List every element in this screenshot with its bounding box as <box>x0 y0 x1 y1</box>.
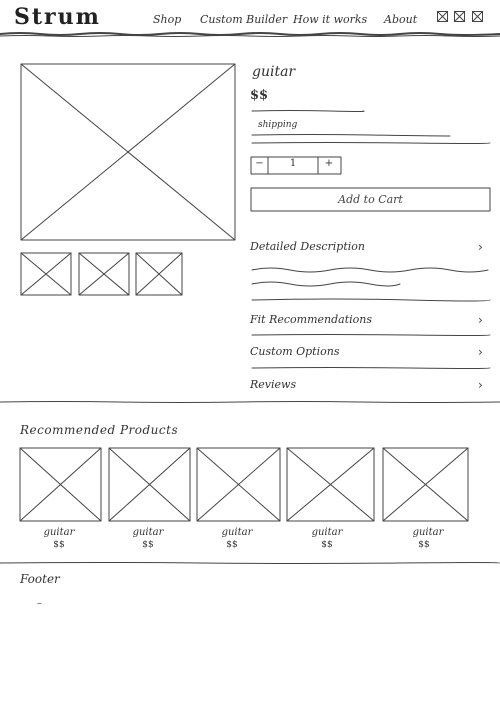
description-text-placeholder <box>250 262 492 306</box>
cart-icon[interactable] <box>472 11 483 22</box>
footer-divider <box>0 560 500 566</box>
recommended-product-image-5[interactable] <box>382 447 470 523</box>
section-divider <box>0 398 500 406</box>
add-to-cart-button[interactable]: Add to Cart <box>338 193 403 206</box>
recommended-product-name-5[interactable]: guitar <box>412 527 444 538</box>
recommended-title: Recommended Products <box>20 423 179 437</box>
header-divider <box>0 30 500 38</box>
header <box>0 0 500 40</box>
shipping-label: shipping <box>258 120 298 130</box>
shipping-lines <box>250 132 495 146</box>
heart-icon[interactable] <box>454 11 465 22</box>
chevron-right-icon: › <box>478 240 483 254</box>
quantity-plus-button[interactable]: + <box>324 158 334 169</box>
product-thumbnail-3[interactable] <box>135 252 183 296</box>
accordion-fit-recommendations[interactable] <box>250 309 492 329</box>
quantity-input[interactable]: 1 <box>289 158 297 169</box>
product-main-image[interactable] <box>19 62 237 242</box>
accordion-divider <box>250 366 492 370</box>
recommended-product-name-4[interactable]: guitar <box>311 527 343 538</box>
footer-title: Footer <box>20 572 60 586</box>
recommended-product-image-2[interactable] <box>108 447 192 523</box>
logo[interactable]: Strum <box>14 4 101 30</box>
chevron-right-icon: › <box>478 378 483 392</box>
accordion-label: Custom Options <box>250 345 340 358</box>
chevron-right-icon: › <box>478 313 483 327</box>
product-price: $$ <box>250 88 269 103</box>
accordion-divider <box>250 333 492 337</box>
accordion-custom-options[interactable] <box>250 342 492 362</box>
nav-about[interactable]: About <box>384 13 418 26</box>
recommended-product-price-2: $$ <box>142 540 154 550</box>
recommended-product-image-4[interactable] <box>286 447 376 523</box>
nav-shop[interactable]: Shop <box>153 13 182 26</box>
accordion-label: Reviews <box>250 378 297 391</box>
nav-how-it-works[interactable]: How it works <box>293 13 368 26</box>
chevron-right-icon: › <box>478 345 483 359</box>
footer-link-placeholder[interactable]: – <box>37 598 42 609</box>
product-title: guitar <box>252 64 296 80</box>
accordion-label: Fit Recommendations <box>250 313 372 326</box>
recommended-product-price-4: $$ <box>321 540 333 550</box>
price-underline <box>250 108 365 114</box>
recommended-product-price-5: $$ <box>418 540 430 550</box>
recommended-product-image-1[interactable] <box>19 447 103 523</box>
recommended-product-price-1: $$ <box>53 540 65 550</box>
recommended-product-price-3: $$ <box>226 540 238 550</box>
recommended-product-name-3[interactable]: guitar <box>221 527 253 538</box>
product-thumbnail-1[interactable] <box>20 252 72 296</box>
recommended-product-image-3[interactable] <box>196 447 282 523</box>
quantity-minus-button[interactable]: − <box>255 158 264 169</box>
accordion-reviews[interactable] <box>250 376 492 396</box>
user-icon[interactable] <box>437 11 448 22</box>
recommended-product-name-1[interactable]: guitar <box>43 527 75 538</box>
accordion-label: Detailed Description <box>250 240 365 253</box>
nav-custom-builder[interactable]: Custom Builder <box>200 13 288 26</box>
recommended-product-name-2[interactable]: guitar <box>132 527 164 538</box>
product-thumbnail-2[interactable] <box>78 252 130 296</box>
accordion-detailed-description[interactable] <box>250 236 492 256</box>
